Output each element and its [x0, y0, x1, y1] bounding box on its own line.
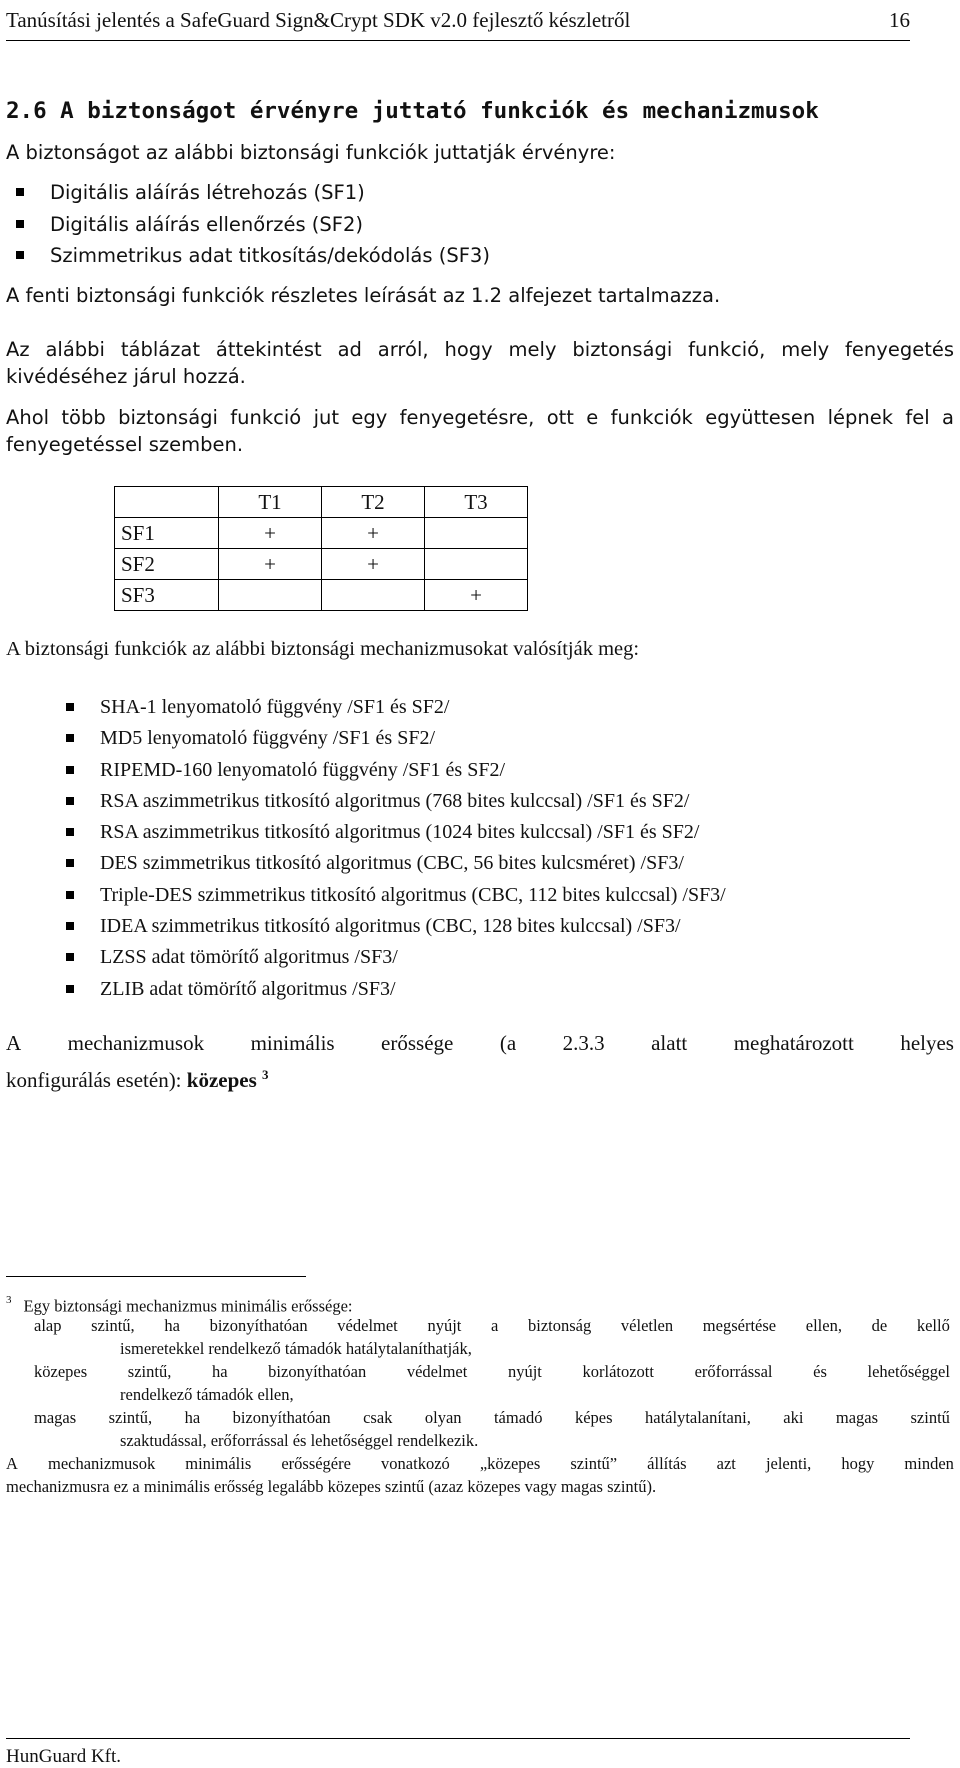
threat-function-table [114, 486, 528, 611]
bullet-square-icon [66, 922, 74, 930]
table-header-row [115, 487, 528, 518]
bullet-square-icon [66, 703, 74, 711]
bullet-square-icon [66, 766, 74, 774]
table-intro-paragraph: Az alábbi táblázat áttekintést ad arról, hogy mely biztonsági funkció, mely fenyegetés kivédéséhez járul hozzá. [6, 338, 954, 388]
page-number: 16 [889, 8, 910, 32]
footnote-reference: 3 [262, 1067, 269, 1082]
footnote-item: közepes szintű, ha bizonyíthatóan védelmet nyújt korlátozott erőforrással és lehetőséggel rendelkező támadók ellen, [34, 1362, 950, 1404]
page-footer [6, 1738, 910, 1768]
footnote-item: alap szintű, ha bizonyíthatóan védelmet nyújt a biztonság véletlen megsértése ellen, de kellő ismeretekkel rendelkező támadók hatálytalaníthatják, [34, 1316, 950, 1358]
function-list [6, 177, 490, 272]
list-item: Digitális aláírás létrehozás (SF1) [6, 177, 490, 209]
header-cell: T3 [425, 487, 528, 518]
footnote-heading: $^3$ Egy biztonsági mechanizmus minimális erőssége: [6, 1294, 353, 1316]
list-item: ZLIB adat tömörítő algoritmus /SF3/ [56, 974, 726, 1005]
row-label: SF3 [115, 580, 219, 611]
table-row: SF2 + + [115, 549, 528, 580]
table-row: SF1 + + [115, 518, 528, 549]
strength-statement [6, 1028, 954, 1096]
bullet-square-icon [66, 734, 74, 742]
row-label: SF2 [115, 549, 219, 580]
list-item: LZSS adat tömörítő algoritmus /SF3/ [56, 942, 726, 973]
list-item: RSA aszimmetrikus titkosító algoritmus (768 bites kulccsal) /SF1 és SF2/ [56, 786, 726, 817]
row-label: SF1 [115, 518, 219, 549]
section-title: 2.6 A biztonságot érvényre juttató funkciók és mechanizmusok [6, 98, 819, 124]
list-item: Triple-DES szimmetrikus titkosító algoritmus (CBC, 112 bites kulccsal) /SF3/ [56, 880, 726, 911]
footer-company: HunGuard Kft. [6, 1746, 122, 1767]
strength-line: A mechanizmusok minimális erőssége (a 2.3.3 alatt meghatározott helyes [6, 1031, 954, 1055]
bullet-square-icon [16, 188, 24, 196]
bullet-square-icon [66, 953, 74, 961]
list-item: IDEA szimmetrikus titkosító algoritmus (CBC, 128 bites kulccsal) /SF3/ [56, 911, 726, 942]
bullet-square-icon [16, 220, 24, 228]
strength-value: közepes $^3$ [186, 1067, 269, 1092]
header-cell: T2 [322, 487, 425, 518]
list-item: RIPEMD-160 lenyomatoló függvény /SF1 és SF2/ [56, 755, 726, 786]
list-item: SHA-1 lenyomatoló függvény /SF1 és SF2/ [56, 692, 726, 723]
footnote-mark: 3 [6, 1294, 12, 1306]
bullet-square-icon [66, 985, 74, 993]
mechanisms-intro: A biztonsági funkciók az alábbi biztonsági mechanizmusokat valósítják meg: [6, 638, 640, 660]
list-item: Szimmetrikus adat titkosítás/dekódolás (SF3) [6, 240, 490, 272]
list-item: RSA aszimmetrikus titkosító algoritmus (1024 bites kulccsal) /SF1 és SF2/ [56, 817, 726, 848]
mechanism-list [56, 692, 726, 1005]
bullet-square-icon [66, 797, 74, 805]
list-item: MD5 lenyomatoló függvény /SF1 és SF2/ [56, 723, 726, 754]
bullet-square-icon [66, 891, 74, 899]
bullet-square-icon [16, 251, 24, 259]
header-title: Tanúsítási jelentés a SafeGuard Sign&Crypt SDK v2.0 fejlesztő készletről [6, 8, 631, 32]
bullet-square-icon [66, 828, 74, 836]
footnote-separator [6, 1276, 306, 1277]
detail-reference: A fenti biztonsági funkciók részletes leírását az 1.2 alfejezet tartalmazza. [6, 284, 721, 307]
footnote-conclusion: A mechanizmusok minimális erősségére vonatkozó „közepes szintű” állítás azt jelenti, hogy minden mechanizmusra ez a minimális erősség legalább közepes szintű (azaz közepes vagy magas szintű). [6, 1454, 954, 1496]
table-row: SF3 + [115, 580, 528, 611]
intro-paragraph: A biztonságot az alábbi biztonsági funkciók juttatják érvényre: [6, 141, 616, 164]
list-item: DES szimmetrikus titkosító algoritmus (CBC, 56 bites kulcsméret) /SF3/ [56, 848, 726, 879]
strength-line: konfigurálás esetén): közepes $^3$ [6, 1067, 269, 1092]
bullet-square-icon [66, 859, 74, 867]
table-note-paragraph: Ahol több biztonsági funkció jut egy fenyegetésre, ott e funkciók együttesen lépnek fel a fenyegetéssel szemben. [6, 406, 954, 456]
header-cell: T1 [219, 487, 322, 518]
page-header [6, 4, 910, 41]
footnote-item: magas szintű, ha bizonyíthatóan csak olyan támadó képes hatálytalanítani, aki magas szintű szaktudással, erőforrással és lehetőséggel rendelkezik. [34, 1408, 950, 1450]
list-item: Digitális aláírás ellenőrzés (SF2) [6, 209, 490, 241]
